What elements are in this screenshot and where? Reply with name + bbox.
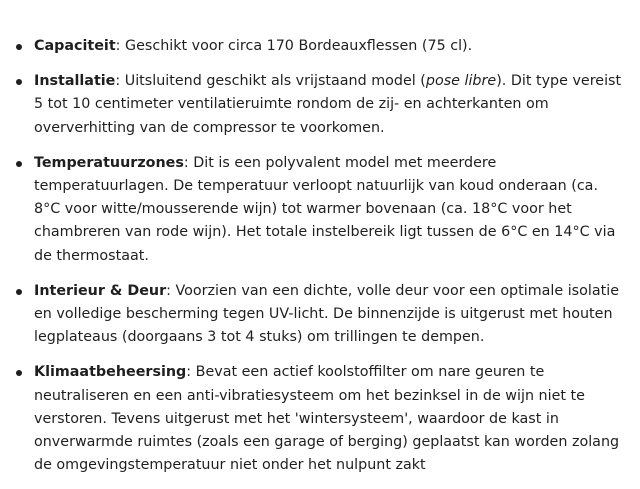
list-item-interieur-deur [12,280,624,350]
item-text: : Dit is een polyvalent model met meerdere temperatuurlagen. De temperatuur verloopt natuurlijk van koud onderaan (ca. 8°C voor witte/mousserende wijn) tot warmer bovenaan (ca. 18°C voor het chambreren van rode wijn). Het totale instelbereik ligt tussen de 6°C en 14°C via de thermostaat. [34,154,616,264]
list-item-installatie [12,70,624,140]
item-term: Capaciteit [34,38,116,54]
list-item-temperatuurzones [12,152,624,268]
bullet-icon [16,370,22,376]
item-term: Temperatuurzones [34,154,184,171]
item-term: Installatie [34,73,116,90]
item-text-before: : Uitsluitend geschikt als vrijstaand model ( [115,73,426,90]
item-emphasis: pose libre [425,73,497,90]
item-text: : Geschikt voor circa 170 Bordeauxflessen (75 cl). [115,38,473,54]
item-text: : Voorzien van een dichte, volle deur voor een optimale isolatie en volledige bescherming tegen UV-licht. De binnenzijde is uitgerust met houten legplateaus (doorgaans 3 tot 4 stuks) om trillingen te dempen. [34,282,619,346]
item-term: Interieur & Deur [34,282,167,299]
list-item-capaciteit [12,35,624,58]
spec-list [12,35,624,489]
bullet-icon [16,44,22,50]
bullet-icon [16,79,22,85]
bullet-icon [16,289,22,295]
item-text: : Bevat een actief koolstoffilter om nare geuren te neutraliseren en een anti-vibratiesysteem om het bezinksel in de wijn niet te verstoren. Tevens uitgerust met het 'wintersysteem', waardoor de kast in onverwarmde ruimtes (zoals een garage of berging) geplaatst kan worden zolang de omgevingstemperatuur niet onder het nulpunt zakt [34,364,620,474]
item-text-after: ). Dit type vereist 5 tot 10 centimeter ventilatieruimte rondom de zij- en achterkanten om oververhitting van de compressor te voorkomen. [34,73,622,136]
list-item-klimaatbeheersing [12,361,624,477]
item-term: Klimaatbeheersing [34,364,187,381]
bullet-icon [16,161,22,167]
